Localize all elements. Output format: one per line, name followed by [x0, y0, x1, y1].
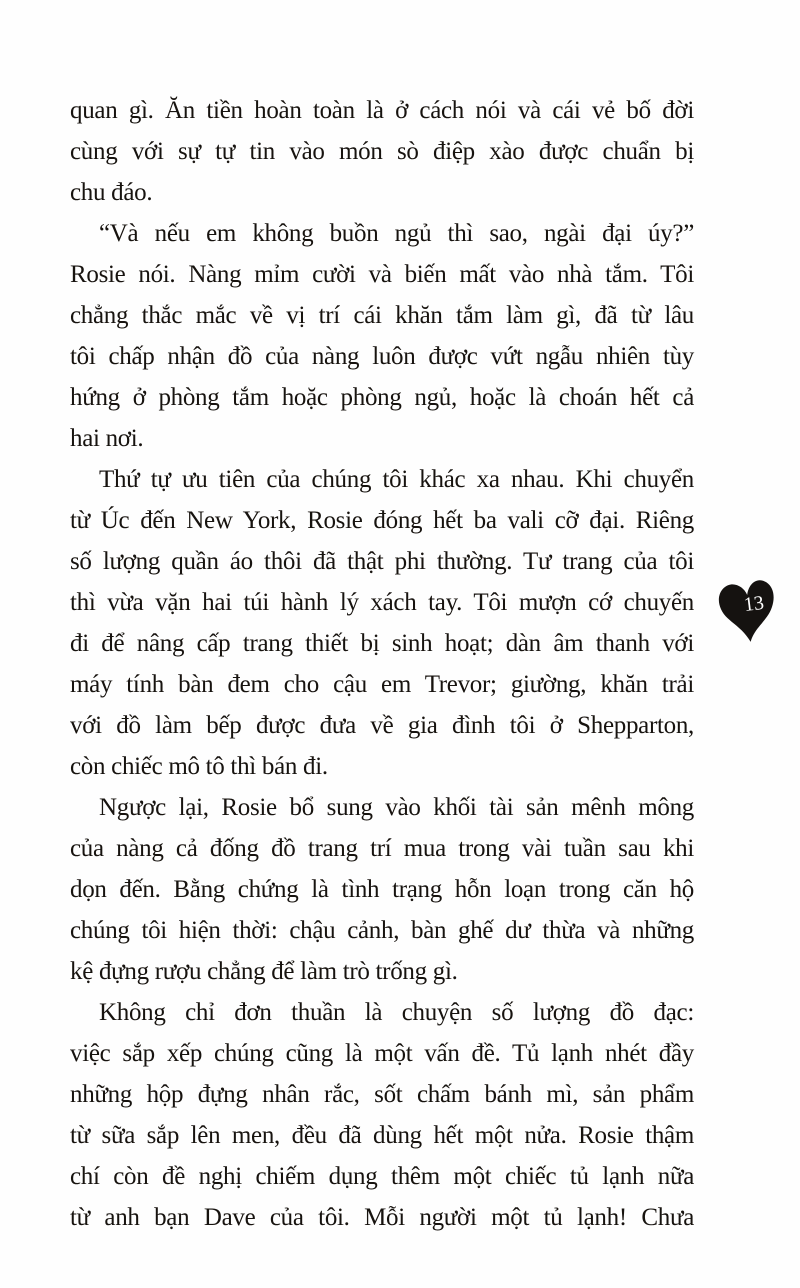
- text-line: chí còn đề nghị chiếm dụng thêm một chiếc tủ lạnh nữa: [70, 1163, 694, 1190]
- text-line: từ anh bạn Dave của tôi. Mỗi người một tủ lạnh! Chưa: [70, 1204, 694, 1231]
- text-line: Không chỉ đơn thuần là chuyện số lượng đồ đạc:: [99, 999, 694, 1026]
- text-line: hứng ở phòng tắm hoặc phòng ngủ, hoặc là choán hết cả: [70, 384, 694, 411]
- body-text: [70, 90, 694, 1238]
- text-line: còn chiếc mô tô thì bán đi.: [70, 753, 328, 780]
- text-line: từ sữa sắp lên men, đều đã dùng hết một nửa. Rosie thậm: [70, 1122, 694, 1149]
- text-line: “Và nếu em không buồn ngủ thì sao, ngài đại úy?”: [99, 220, 694, 247]
- page-number-marker: [710, 576, 788, 654]
- text-line: hai nơi.: [70, 425, 144, 452]
- text-line: số lượng quần áo thôi đã thật phi thường. Tư trang của tôi: [70, 548, 694, 575]
- text-line: từ Úc đến New York, Rosie đóng hết ba vali cỡ đại. Riêng: [70, 507, 694, 534]
- page-number: 13: [742, 591, 766, 617]
- text-line: những hộp đựng nhân rắc, sốt chấm bánh mì, sản phẩm: [70, 1081, 694, 1108]
- text-line: máy tính bàn đem cho cậu em Trevor; giường, khăn trải: [70, 671, 694, 698]
- text-line: quan gì. Ăn tiền hoàn toàn là ở cách nói và cái vẻ bố đời: [70, 97, 694, 124]
- text-line: chu đáo.: [70, 179, 153, 206]
- text-line: chẳng thắc mắc về vị trí cái khăn tắm làm gì, đã từ lâu: [70, 302, 694, 329]
- text-line: cùng với sự tự tin vào món sò điệp xào được chuẩn bị: [70, 138, 694, 165]
- text-line: thì vừa vặn hai túi hành lý xách tay. Tôi mượn cớ chuyến: [70, 589, 694, 616]
- text-line: tôi chấp nhận đồ của nàng luôn được vứt ngẫu nhiên tùy: [70, 343, 694, 370]
- text-line: Ngược lại, Rosie bổ sung vào khối tài sản mênh mông: [99, 794, 694, 821]
- text-line: với đồ làm bếp được đưa về gia đình tôi ở Shepparton,: [70, 712, 694, 739]
- text-line: của nàng cả đống đồ trang trí mua trong vài tuần sau khi: [70, 835, 694, 862]
- text-line: kệ đựng rượu chẳng để làm trò trống gì.: [70, 958, 458, 985]
- text-line: Thứ tự ưu tiên của chúng tôi khác xa nhau. Khi chuyển: [99, 466, 694, 493]
- text-line: Rosie nói. Nàng mỉm cười và biến mất vào nhà tắm. Tôi: [70, 261, 694, 288]
- text-line: dọn đến. Bằng chứng là tình trạng hỗn loạn trong căn hộ: [70, 876, 694, 903]
- text-line: việc sắp xếp chúng cũng là một vấn đề. Tủ lạnh nhét đầy: [70, 1040, 694, 1067]
- text-line: chúng tôi hiện thời: chậu cảnh, bàn ghế dư thừa và những: [70, 917, 694, 944]
- text-line: đi để nâng cấp trang thiết bị sinh hoạt; dàn âm thanh với: [70, 630, 694, 657]
